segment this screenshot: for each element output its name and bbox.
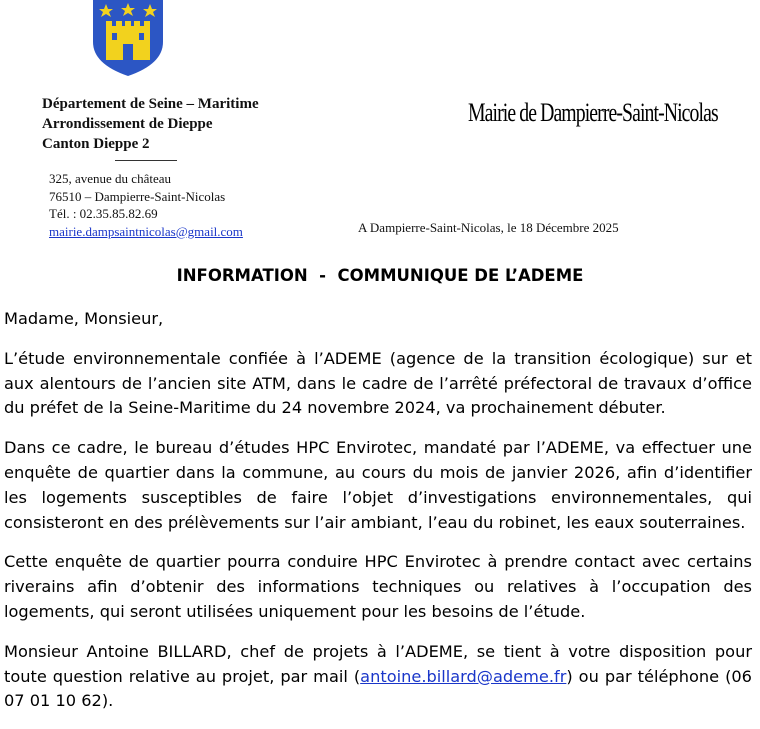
salutation: Madame, Monsieur,	[4, 309, 164, 328]
contact-email-link[interactable]: antoine.billard@ademe.fr	[360, 666, 567, 686]
mairie-email-link[interactable]: mairie.dampsaintnicolas@gmail.com	[49, 223, 243, 239]
project-lead-text: Monsieur Antoine BILLARD, chef de projets à l’ADEME, se tient à votre disposition pour toute question relative au projet, par mail (	[4, 641, 752, 686]
department-name: Département de Seine – Maritime	[42, 96, 259, 112]
address-block	[49, 170, 243, 240]
letter-body	[4, 307, 752, 729]
municipal-crest-icon	[92, 0, 164, 76]
arrondissement-name: Arrondissement de Dieppe	[42, 116, 213, 132]
header-divider	[115, 160, 177, 161]
department-block	[42, 94, 259, 154]
phone-number: Tél. : 02.35.85.82.69	[49, 206, 158, 221]
mairie-title: Mairie de Dampierre-Saint-Nicolas	[468, 98, 718, 127]
paragraph-contact-residents: Cette enquête de quartier pourra conduire HPC Envirotec à prendre contact avec certains riverains afin d’obtenir des informations techniques ou relatives à l’occupation des logements, qui seront utilisées uniquement pour les besoins de l’étude.	[4, 552, 752, 621]
canton-name: Canton Dieppe 2	[42, 136, 150, 152]
paragraph-study: L’étude environnementale confiée à l’ADEME (agence de la transition écologique) sur et aux alentours de l’ancien site ATM, dans le cadre de l’arrêté préfectoral de travaux d’office du préfet de la Seine-Maritime du 24 novembre 2024, va prochainement débuter.	[4, 348, 752, 418]
document-title: INFORMATION - COMMUNIQUE DE L’ADEME	[176, 266, 584, 285]
project-lead-phone-text: ) ou par téléphone (06 07 01 10 62).	[4, 666, 752, 711]
address-street: 325, avenue du château	[49, 171, 172, 186]
paragraph-survey: Dans ce cadre, le bureau d’études HPC Envirotec, mandaté par l’ADEME, va effectuer une enquête de quartier dans la commune, au cours du mois de janvier 2026, afin d’identifier les logements susceptibles de faire l’objet d’investigations environnementales, qui consisteront en des prélèvements sur l’air ambiant, l’eau du robinet, les eaux souterraines.	[4, 438, 752, 532]
date-line: A Dampierre-Saint-Nicolas, le 18 Décembre 2025	[358, 220, 619, 235]
paragraph-project-lead	[4, 640, 752, 714]
address-city: 76510 – Dampierre-Saint-Nicolas	[49, 188, 226, 204]
